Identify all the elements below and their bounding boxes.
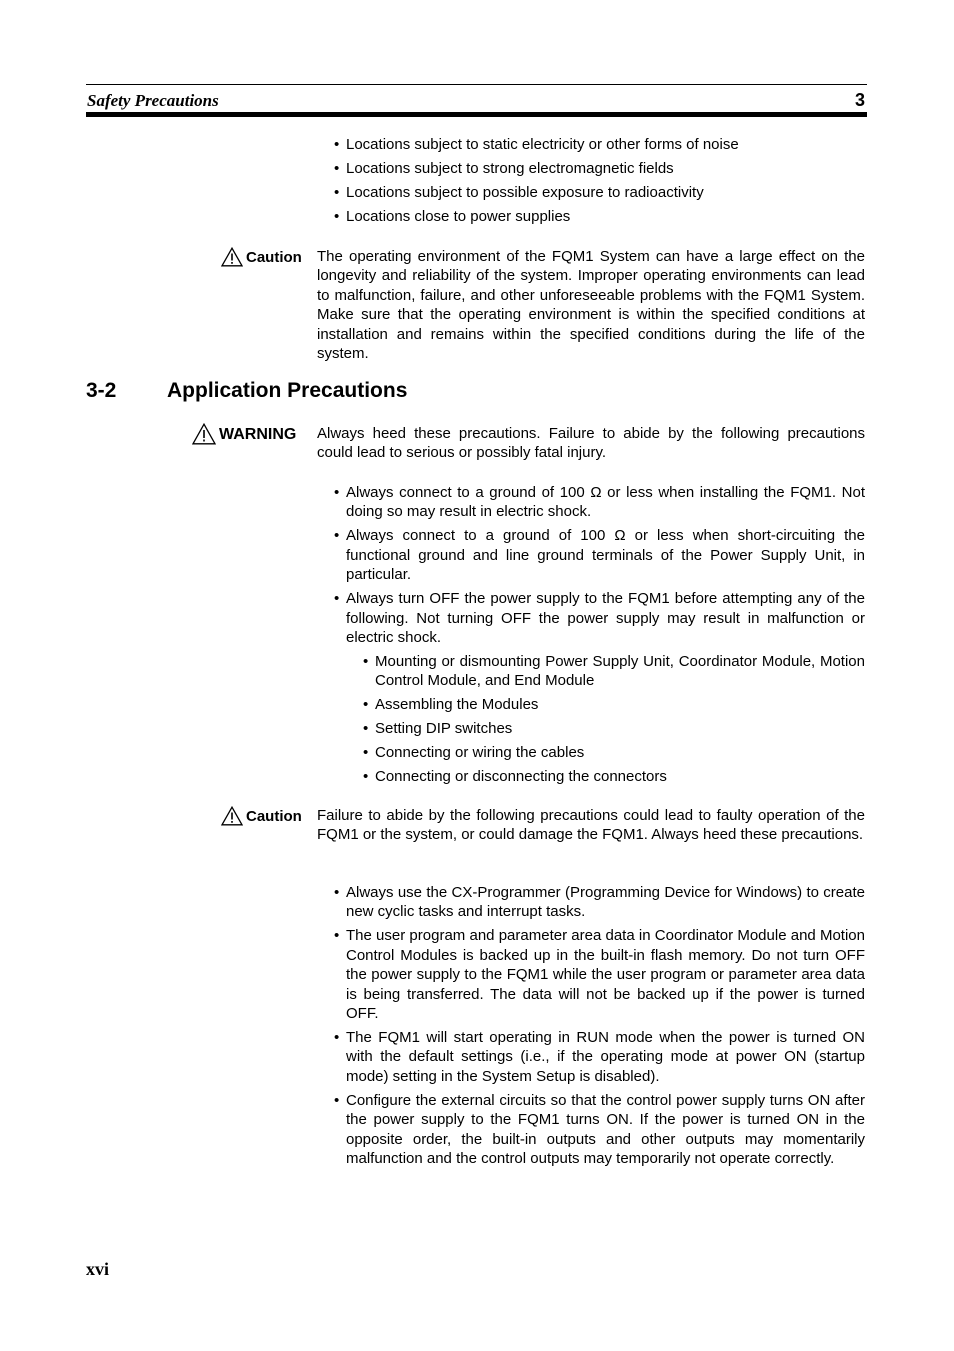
warning-list-block bbox=[317, 483, 865, 791]
warning-paragraph: Always heed these precautions. Failure to abide by the following precautions could lead to serious or possibly fatal injury. bbox=[317, 425, 865, 462]
list-item: • Always use the CX-Programmer (Programming Device for Windows) to create new cyclic tasks and interrupt tasks. bbox=[317, 883, 865, 922]
warning-label bbox=[192, 423, 296, 445]
sub-list-item: • Mounting or dismounting Power Supply Unit, Coordinator Module, Motion Control Module, and End Module bbox=[346, 652, 865, 691]
caution-triangle-icon bbox=[221, 806, 243, 826]
list-item: • Configure the external circuits so that the control power supply turns ON after the power supply to the FQM1 turns ON. If the power is turned ON in the opposite order, the built-in outputs and other outputs may momentarily malfunction and the control outputs may temporarily not operate correctly. bbox=[317, 1091, 865, 1169]
running-header-title: Safety Precautions bbox=[87, 91, 219, 110]
caution-list-block bbox=[317, 883, 865, 1173]
caution-paragraph-2: Failure to abide by the following precautions could lead to faulty operation of the FQM1 or the system, or could damage the FQM1. Always heed these precautions. bbox=[317, 807, 865, 844]
caution-list bbox=[317, 883, 865, 1168]
section-title: Application Precautions bbox=[167, 379, 408, 402]
warning-sub-list bbox=[346, 652, 865, 787]
sub-list-item: • Connecting or wiring the cables bbox=[346, 743, 865, 762]
caution-label-text: Caution bbox=[246, 807, 302, 825]
list-item: • Locations subject to static electricity or other forms of noise bbox=[317, 135, 865, 154]
list-item-text: Always turn OFF the power supply to the FQM1 before attempting any of the following. Not turning OFF the power supply may result in malfunction or electric shock. bbox=[346, 590, 865, 647]
sub-list-item: • Connecting or disconnecting the connectors bbox=[346, 767, 865, 786]
warning-label-text: WARNING bbox=[219, 425, 297, 443]
sub-list-item: • Setting DIP switches bbox=[346, 719, 865, 738]
list-item: • Always connect to a ground of 100 Ω or less when short-circuiting the functional ground and line ground terminals of the Power Supply Unit, in particular. bbox=[317, 526, 865, 584]
caution-paragraph-1: The operating environment of the FQM1 System can have a large effect on the longevity and reliability of the system. Improper operating environments can lead to malfunction, failure, and other unforeseeable problems with the FQM1 System. Make sure that the operating environment is within the specified conditions at installation and remains within the specified conditions during the life of the system. bbox=[317, 248, 865, 363]
warning-triangle-icon bbox=[192, 423, 216, 445]
section-heading bbox=[86, 378, 407, 404]
caution-label-2 bbox=[221, 806, 302, 826]
warning-list bbox=[317, 483, 865, 787]
list-item: • Locations subject to strong electromagnetic fields bbox=[317, 159, 865, 178]
caution-label-text: Caution bbox=[246, 248, 302, 266]
list-item: • The FQM1 will start operating in RUN mode when the power is turned ON with the default settings (i.e., if the operating mode at power ON (startup mode) setting in the System Setup is disabled). bbox=[317, 1028, 865, 1086]
page-number: xvi bbox=[86, 1259, 110, 1279]
sub-list-item: • Assembling the Modules bbox=[346, 695, 865, 714]
caution-label-1 bbox=[221, 247, 302, 267]
list-item: • Always connect to a ground of 100 Ω or less when installing the FQM1. Not doing so may result in electric shock. bbox=[317, 483, 865, 522]
locations-list-block bbox=[317, 135, 865, 231]
list-item: • Locations subject to possible exposure to radioactivity bbox=[317, 183, 865, 202]
running-header-section-number: 3 bbox=[854, 90, 865, 110]
section-number: 3-2 bbox=[86, 379, 117, 402]
list-item bbox=[317, 589, 865, 787]
list-item: • Locations close to power supplies bbox=[317, 207, 865, 226]
header-bottom-rule bbox=[86, 112, 867, 117]
caution-triangle-icon bbox=[221, 247, 243, 267]
list-item: • The user program and parameter area data in Coordinator Module and Motion Control Modules is backed up in the built-in flash memory. Do not turn OFF the power supply to the FQM1 while the user program or parameter area data is being transferred. The data will not be backed up if the power is turned OFF. bbox=[317, 926, 865, 1023]
locations-list bbox=[317, 135, 865, 226]
header-top-rule bbox=[86, 84, 867, 85]
